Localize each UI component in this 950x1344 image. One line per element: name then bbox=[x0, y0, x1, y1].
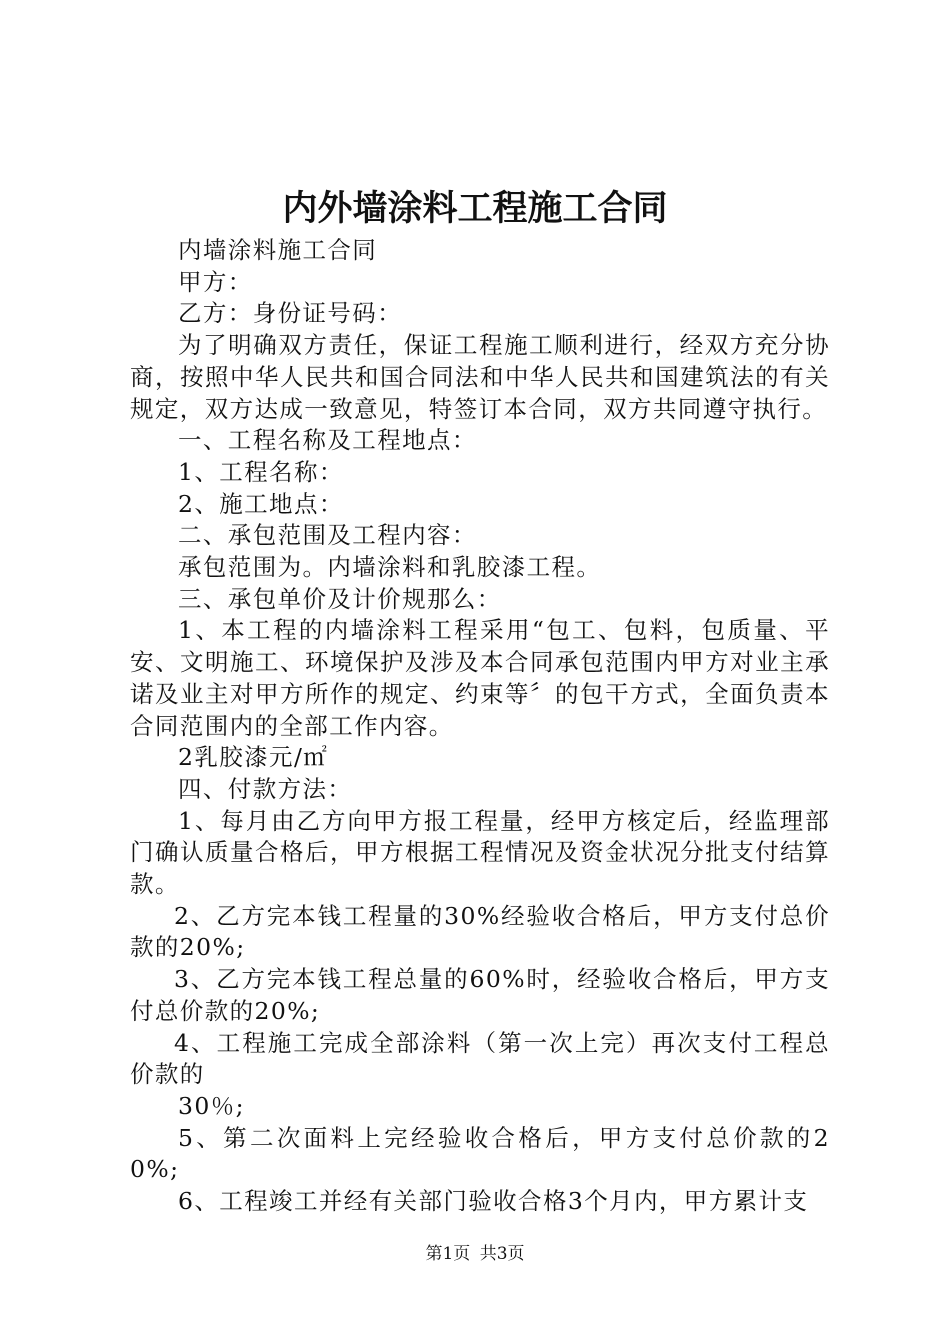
paragraph-scope: 承包范围为。内墙涂料和乳胶漆工程。 bbox=[178, 553, 602, 582]
section-heading-2: 二、承包范围及工程内容： bbox=[178, 521, 477, 550]
page-number: 第1页 bbox=[425, 1244, 471, 1264]
paragraph-party-a: 甲方： bbox=[178, 267, 253, 296]
paragraph-project-site: 2、施工地点： bbox=[178, 489, 344, 518]
paragraph-preamble: 为了明确双方责任，保证工程施工顺利进行，经双方充分协商，按照中华人民共和国合同法和中华人民共和国建筑法的有关规定，双方达成一致意见，特签订本合同，双方共同遵守执行。 bbox=[130, 331, 830, 423]
paragraph-payment-5: 5、第二次面料上完经验收合格后，甲方支付总价款的20%; bbox=[130, 1123, 830, 1184]
document-body bbox=[130, 235, 830, 1218]
paragraph-payment-4: 4、工程施工完成全部涂料（第一次上完）再次支付工程总价款的 bbox=[130, 1028, 830, 1089]
section-heading-3: 三、承包单价及计价规那么： bbox=[178, 584, 502, 613]
paragraph-payment-6: 6、工程竣工并经有关部门验收合格3个月内，甲方累计支 bbox=[178, 1187, 809, 1216]
paragraph-pricing-1: 1、本工程的内墙涂料工程采用“包工、包料，包质量、平安、文明施工、环境保护及涉及本合同承包范围内甲方对业主承诺及业主对甲方所作的规定、约束等〞的包干方式，全面负责本合同范围内的全部工作内容。 bbox=[130, 616, 830, 740]
section-heading-1: 一、工程名称及工程地点： bbox=[178, 426, 477, 455]
paragraph-project-name: 1、工程名称： bbox=[178, 457, 344, 486]
paragraph-payment-2: 2、乙方完本钱工程量的30%经验收合格后，甲方支付总价款的20%; bbox=[130, 901, 830, 962]
paragraph-party-b: 乙方：身份证号码： bbox=[178, 299, 403, 328]
paragraph-payment-1: 1、每月由乙方向甲方报工程量，经甲方核定后，经监理部门确认质量合格后，甲方根据工程情况及资金状况分批支付结算款。 bbox=[130, 806, 830, 899]
paragraph-pricing-2: 2乳胶漆元/㎡ bbox=[178, 743, 329, 772]
document-title: 内外墙涂料工程施工合同 bbox=[282, 188, 668, 229]
page-footer bbox=[0, 1242, 950, 1266]
paragraph-subtitle: 内墙涂料施工合同 bbox=[178, 236, 378, 264]
paragraph-payment-3: 3、乙方完本钱工程总量的60%时，经验收合格后，甲方支付总价款的20%; bbox=[130, 965, 830, 1025]
page-total: 共3页 bbox=[479, 1244, 525, 1264]
paragraph-payment-4-cont: 30％; bbox=[178, 1091, 245, 1120]
section-heading-4: 四、付款方法： bbox=[178, 774, 353, 803]
